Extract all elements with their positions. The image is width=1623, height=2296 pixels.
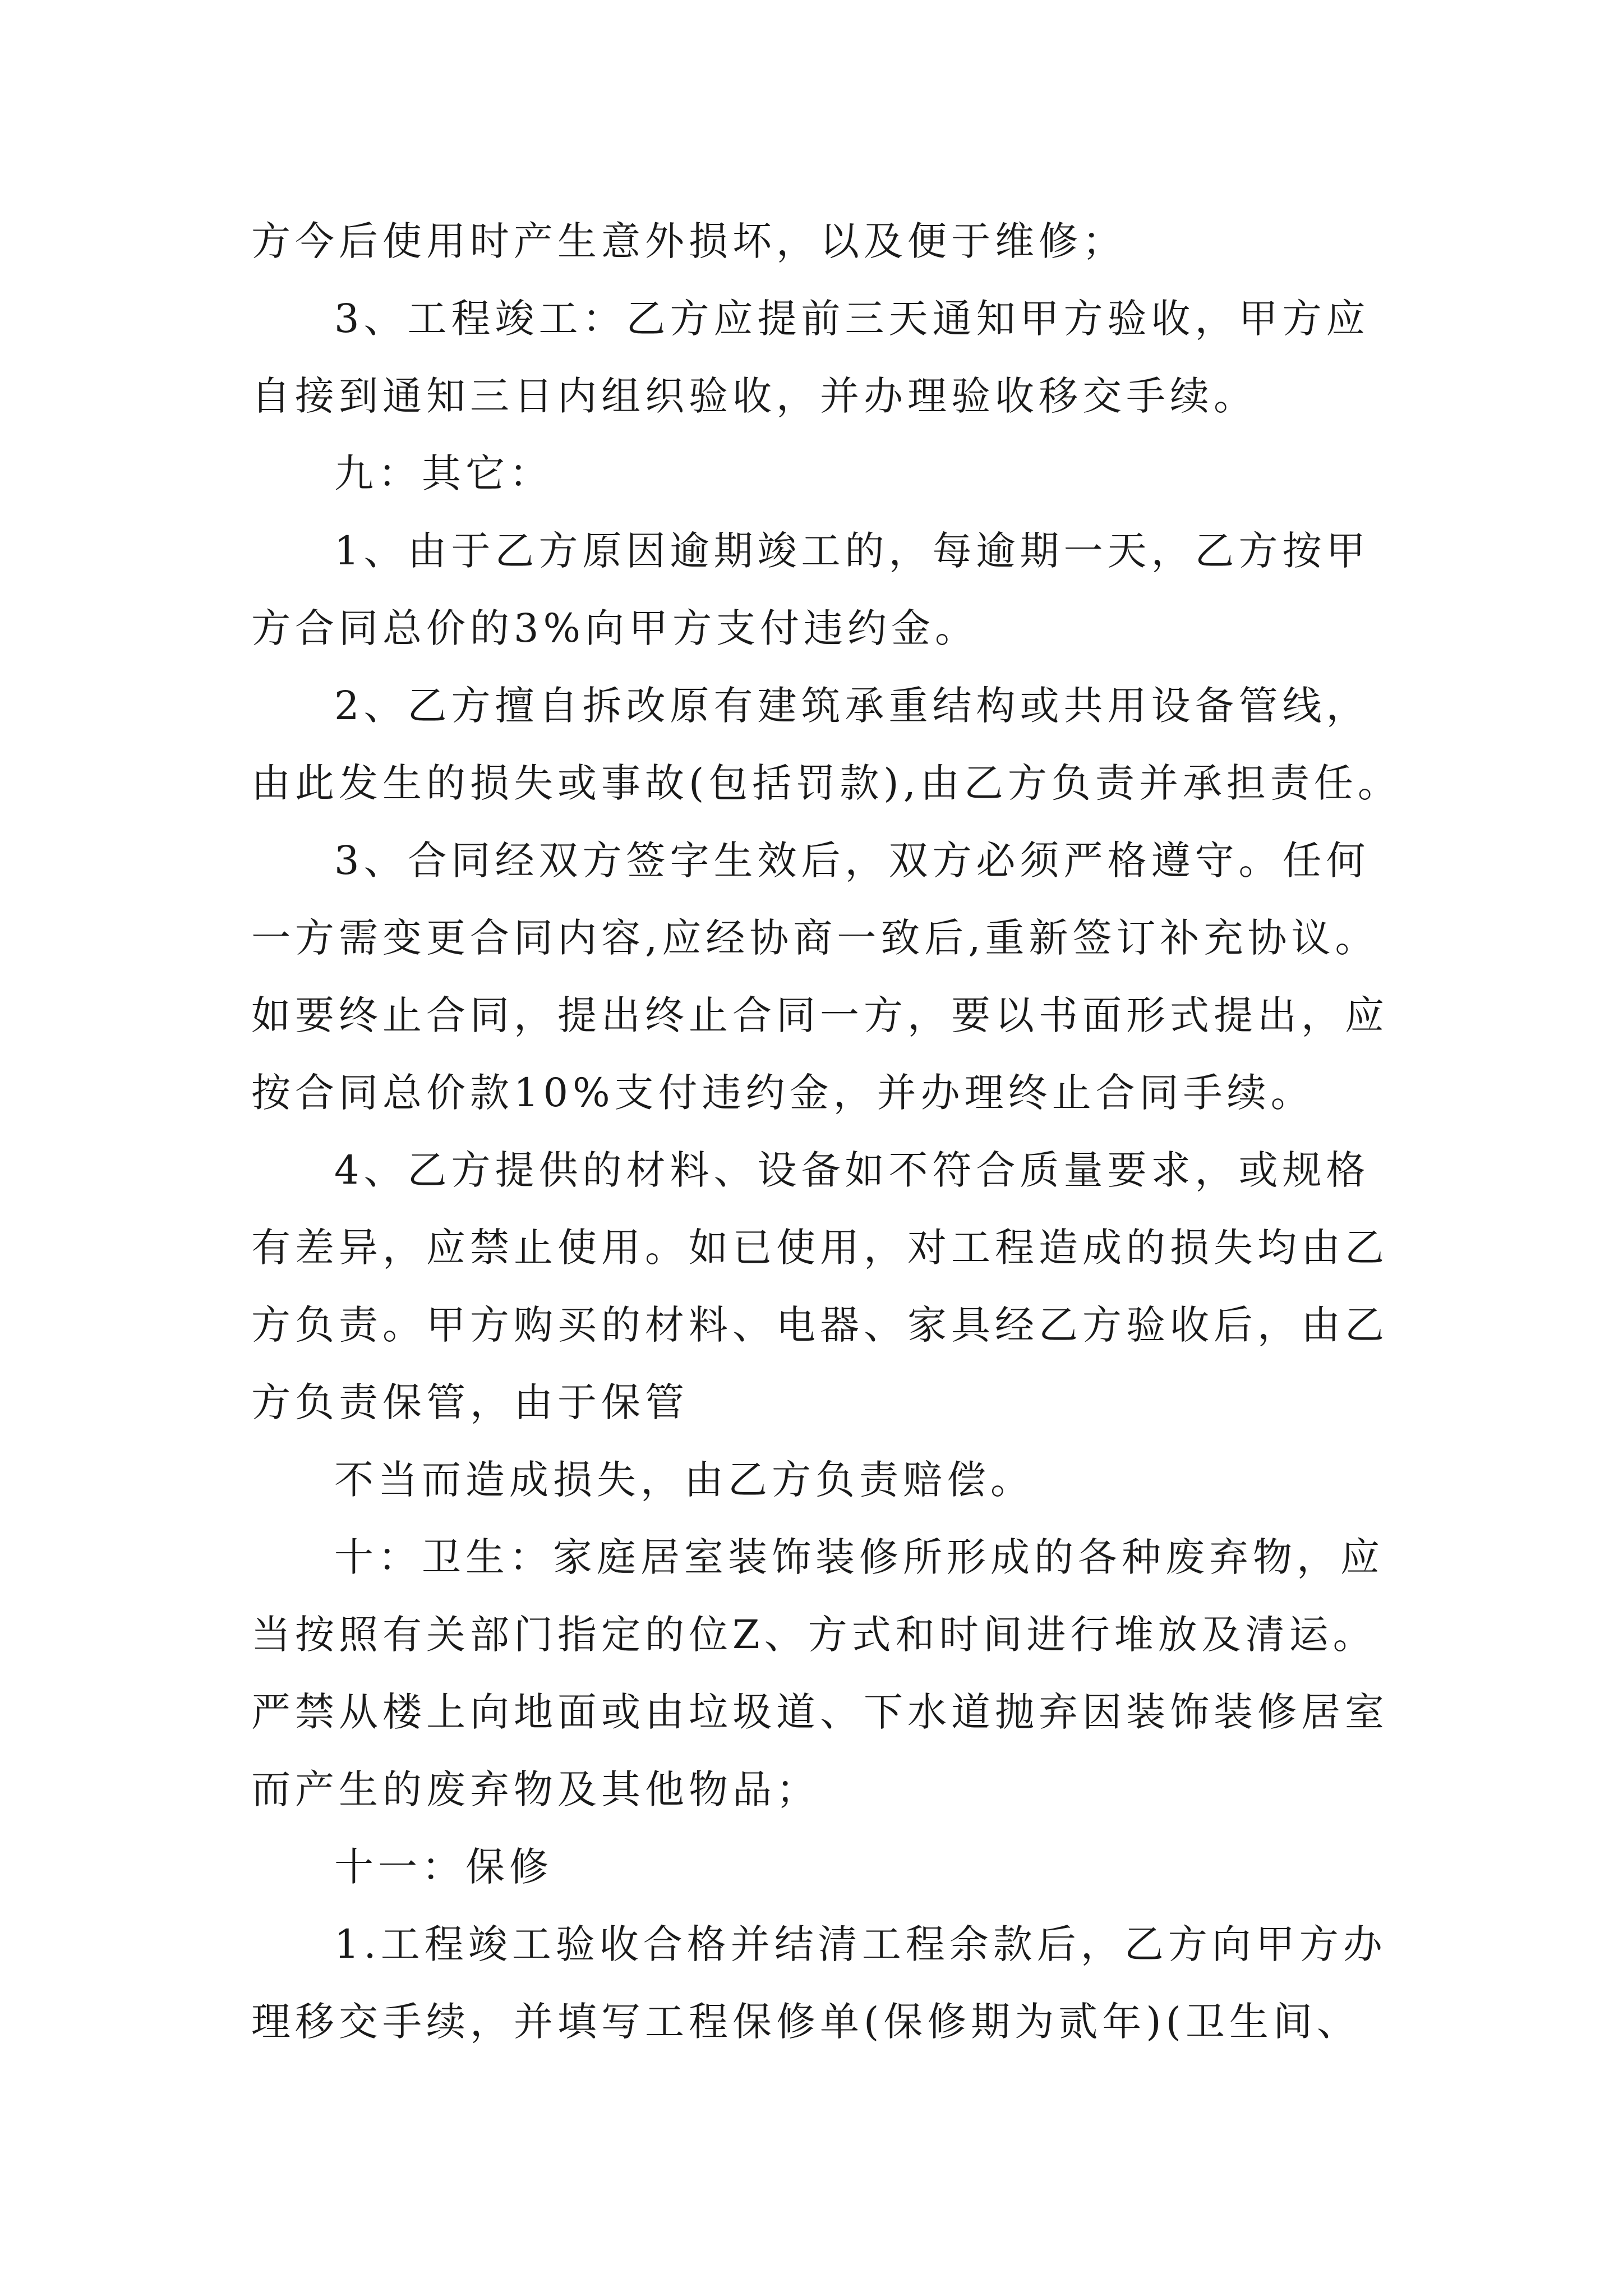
text-line: 由此发生的损失或事故(包括罚款),由乙方负责并承担责任。 (251, 760, 1401, 806)
text-line: 自接到通知三日内组织验收，并办理验收移交手续。 (251, 373, 1257, 419)
text-line: 严禁从楼上向地面或由垃圾道、下水道抛弃因装饰装修居室 (251, 1689, 1389, 1735)
text-line: 一方需变更合同内容,应经协商一致后,重新签订补充协议。 (251, 915, 1379, 961)
text-line: 如要终止合同，提出终止合同一方，要以书面形式提出，应 (251, 992, 1389, 1038)
text-line: 当按照有关部门指定的位Z、方式和时间进行堆放及清运。 (251, 1612, 1377, 1658)
text-line: 4、乙方提供的材料、设备如不符合质量要求，或规格 (334, 1147, 1370, 1193)
text-line: 理移交手续，并填写工程保修单(保修期为贰年)(卫生间、 (251, 1999, 1361, 2045)
text-line: 不当而造成损失，由乙方负责赔偿。 (334, 1457, 1034, 1503)
section-heading: 十一：保修 (334, 1844, 553, 1890)
text-line: 3、工程竣工：乙方应提前三天通知甲方验收，甲方应 (334, 296, 1370, 342)
section-heading: 九：其它： (334, 450, 553, 496)
text-line: 方今后使用时产生意外损坏，以及便于维修； (251, 218, 1126, 264)
text-line: 3、合同经双方签字生效后，双方必须严格遵守。任何 (334, 838, 1370, 884)
text-line: 2、乙方擅自拆改原有建筑承重结构或共用设备管线， (334, 683, 1370, 729)
text-line: 有差异，应禁止使用。如已使用，对工程造成的损失均由乙 (251, 1225, 1389, 1271)
text-line: 方负责保管，由于保管 (251, 1379, 689, 1425)
text-line: 1.工程竣工验收合格并结清工程余款后，乙方向甲方办 (334, 1921, 1387, 1967)
text-line: 方合同总价的3%向甲方支付违约金。 (251, 605, 979, 651)
text-line: 1、由于乙方原因逾期竣工的，每逾期一天，乙方按甲 (334, 528, 1370, 574)
section-heading: 十：卫生：家庭居室装饰装修所形成的各种废弃物，应 (334, 1534, 1384, 1580)
text-line: 而产生的废弃物及其他物品； (251, 1766, 820, 1812)
text-line: 按合同总价款10%支付违约金，并办理终止合同手续。 (251, 1070, 1315, 1116)
text-line: 方负责。甲方购买的材料、电器、家具经乙方验收后，由乙 (251, 1302, 1389, 1348)
